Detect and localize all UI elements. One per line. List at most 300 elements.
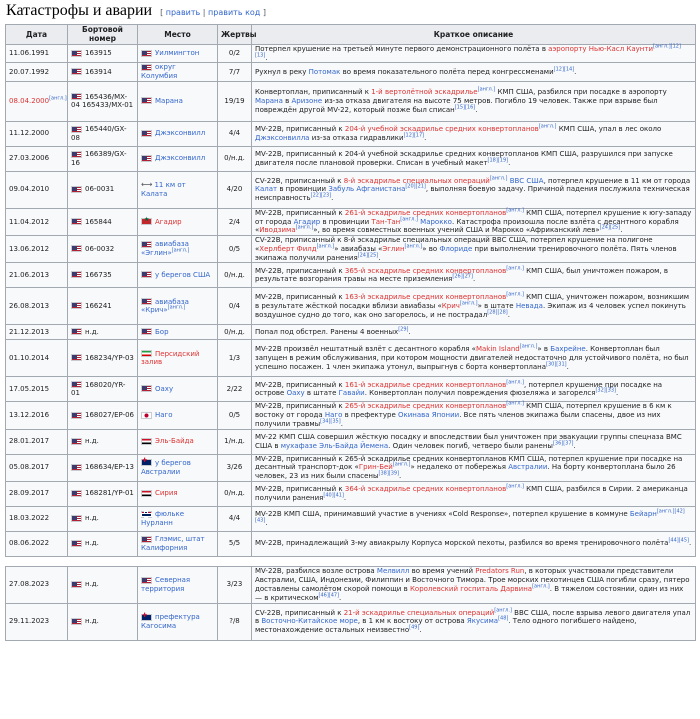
description-link[interactable]: 364-й эскадрилье средних конвертопланов <box>344 485 507 493</box>
description-text: . <box>620 226 623 235</box>
description-link[interactable]: Бейарн <box>629 510 657 518</box>
date-cell <box>6 263 68 288</box>
description-link[interactable]: 204-й учебной эскадрилье средних конвертопланов <box>344 125 539 133</box>
place-link[interactable]: Глэмис, штат Калифорния <box>141 535 205 552</box>
description-text: . <box>340 419 343 428</box>
footnote-ref[interactable]: [12][14] <box>553 66 575 73</box>
date-text: 13.12.2016 <box>9 411 50 419</box>
table-row <box>6 288 696 325</box>
description-link[interactable]: Японии <box>431 411 460 419</box>
description-text: . <box>424 133 427 142</box>
description-link[interactable]: Афганистана <box>356 185 406 194</box>
description-text: в префектуре <box>342 411 398 419</box>
date-text: 13.06.2012 <box>9 244 50 253</box>
description-link[interactable]: Калат <box>255 185 278 194</box>
footnote-ref[interactable]: [англ.] <box>506 483 524 490</box>
date-text: 09.04.2010 <box>9 185 50 194</box>
date-text: 28.09.2017 <box>9 489 50 498</box>
serial-cell <box>68 263 138 288</box>
description-text: » в штате <box>477 301 516 310</box>
description-text: , выполняя боевую задачу. Причиной падения послужила техническая неисправность <box>255 185 690 203</box>
description-text: MV-22B, принадлежащий 3-му авиакрылу Корпуса морской пехоты, разбился во время тренировочного полёта <box>255 539 669 548</box>
date-text: 08.04.2000 <box>9 96 50 105</box>
date-cell <box>6 325 68 340</box>
description-link[interactable]: 163-й эскадрилье средних конвертопланов <box>344 293 507 302</box>
date-cell <box>6 402 68 429</box>
place-link[interactable]: Марана <box>155 96 183 105</box>
description-text: Рухнул в реку <box>255 67 309 76</box>
table-row <box>6 81 696 121</box>
description-link[interactable]: Потомак <box>308 67 341 76</box>
usa-flag-icon <box>141 385 152 392</box>
victims-cell: 4/4 <box>218 121 252 146</box>
victims-cell: ?/8 <box>218 603 252 640</box>
description-link[interactable]: 265-й эскадрилье средних конвертопланов <box>344 402 507 411</box>
description-link[interactable]: Гавайи <box>338 389 365 398</box>
description-text: MV-22B, приписанный к 265-й эскадрилье средних конвертопланов КМП США, потерпел крушение при посадке на десантный транспорт-док « <box>255 454 683 472</box>
victims-cell: 0/5 <box>218 402 252 429</box>
description-text: ВВС США, после взрыва левого двигателя упал в <box>255 608 691 626</box>
description-text: . На борту конвертоплана было 26 человек, 23 из них были спасены <box>255 463 676 480</box>
description-text: . <box>475 105 478 114</box>
description-link[interactable]: Эглин <box>382 244 405 253</box>
date-footnote[interactable]: [англ.] <box>49 95 67 102</box>
place-cell <box>138 81 218 121</box>
victims-cell: 0/н.д. <box>218 146 252 171</box>
serial-text: 163914 <box>85 67 112 76</box>
description-text: . <box>566 362 569 371</box>
description-text: MV-22B, разбился возле острова <box>255 567 377 576</box>
usa-flag-icon <box>141 536 152 543</box>
description-link[interactable]: Мелвилл <box>376 567 410 576</box>
accidents-table-wrapper <box>5 24 695 641</box>
serial-cell <box>68 454 138 481</box>
description-link[interactable]: Забуль <box>328 185 355 194</box>
place-link[interactable]: Агадир <box>155 217 182 226</box>
usa-flag-icon <box>71 438 82 445</box>
place-link[interactable]: Бор <box>155 327 169 336</box>
description-link[interactable]: Predators Run <box>475 567 525 576</box>
description-link[interactable]: Флориде <box>439 244 473 253</box>
description-link[interactable]: 261-й эскадрилье средних конвертопланов <box>344 208 507 217</box>
usa-flag-icon <box>71 126 82 133</box>
table-row <box>6 236 696 263</box>
usa-flag-icon <box>71 93 82 100</box>
description-text: КМП США, потерпел крушение к югу-западу от города <box>255 208 692 226</box>
description-link[interactable]: Джэксонвилла <box>255 133 310 142</box>
footnote-ref[interactable]: [англ.] <box>538 123 557 130</box>
victims-cell: 0/2 <box>218 44 252 63</box>
footnote-ref[interactable]: [англ.] <box>532 583 550 590</box>
description-link[interactable]: Окинава <box>397 411 430 419</box>
table-body <box>6 44 696 640</box>
place-link[interactable]: у берегов США <box>155 270 211 279</box>
description-link[interactable]: 161-й эскадрилье средних конвертопланов <box>344 380 507 389</box>
description-text: MV-22B, приписанный к <box>255 293 345 302</box>
description-link[interactable]: мухафазе Эль-Байда <box>280 441 358 450</box>
serial-text: 168027/EP-06 <box>85 411 135 419</box>
victims-cell: 3/23 <box>218 566 252 603</box>
victims-cell: 7/7 <box>218 63 252 82</box>
victims-cell: 0/н.д. <box>218 325 252 340</box>
column-header-victims[interactable]: Жертвы <box>218 25 252 45</box>
footnote-ref[interactable]: [англ.] <box>506 379 524 386</box>
footnote-ref[interactable]: [англ.] <box>489 175 508 182</box>
description-link[interactable]: Аризоне <box>291 96 323 105</box>
date-cell <box>6 288 68 325</box>
place-cell <box>138 208 218 235</box>
description-link[interactable]: Йемена <box>360 441 389 450</box>
description-text: в штате <box>304 389 339 398</box>
serial-text: 06-0031 <box>85 185 115 194</box>
serial-cell <box>68 236 138 263</box>
description-text: MV-22B, приписанный к <box>255 266 345 275</box>
description-text: . <box>689 539 692 548</box>
description-text: КМП США, разбился при посадке в аэропорту <box>495 88 667 97</box>
place-link[interactable]: Наго <box>155 411 173 419</box>
place-link[interactable]: Джэксонвилл <box>155 154 206 163</box>
description-link[interactable]: Грин-Бей <box>358 463 393 472</box>
usa-flag-icon <box>71 490 82 497</box>
place-link[interactable]: авиабаза «Крич» <box>141 297 189 315</box>
place-footnote[interactable]: [англ.] <box>167 304 186 311</box>
victims-cell: 4/4 <box>218 506 252 531</box>
place-cell <box>138 44 218 63</box>
date-cell <box>6 236 68 263</box>
description-link[interactable]: Австралии <box>508 463 548 472</box>
morocco-flag-icon <box>141 218 152 225</box>
place-cell <box>138 531 218 556</box>
serial-text: н.д. <box>85 514 99 523</box>
footnote-ref[interactable]: [24][25] <box>599 224 621 231</box>
description-text: . <box>331 194 334 203</box>
usa-flag-icon <box>71 218 82 225</box>
description-link[interactable]: аэропорту Нью-Касл Каунти <box>548 44 653 53</box>
description-cell <box>252 429 696 454</box>
description-text: . <box>472 275 476 284</box>
description-cell <box>252 236 696 263</box>
footnote-ref[interactable]: [29] <box>398 326 409 333</box>
description-link[interactable]: Агадир <box>293 217 321 226</box>
usa-flag-icon <box>141 577 152 584</box>
date-cell <box>6 377 68 402</box>
description-cell <box>252 340 696 377</box>
description-text: . Катастрофа произошла после взлёта с десантного корабля « <box>255 217 679 235</box>
description-text: , потерпел крушение в 11 км от города <box>543 176 691 185</box>
table-row <box>6 377 696 402</box>
description-link[interactable]: ВВС США <box>509 176 544 185</box>
description-cell <box>252 481 696 506</box>
place-link[interactable]: Эль-Байда <box>155 437 194 446</box>
footnote-ref[interactable]: [28][28] <box>487 309 508 316</box>
edit-code-link[interactable]: править код <box>208 8 261 17</box>
date-text: 27.03.2006 <box>9 154 50 163</box>
usa-flag-icon <box>141 64 152 71</box>
description-text: КМП США, разбился в Сирии. 2 американца получили ранения <box>255 485 688 502</box>
footnote-ref[interactable]: [англ.] <box>506 265 524 272</box>
footnote-ref[interactable]: [англ.] <box>295 224 314 231</box>
serial-text: н.д. <box>85 539 99 548</box>
footnote-ref[interactable]: [англ.][42][43] <box>255 508 685 524</box>
victims-cell: 1/3 <box>218 340 252 377</box>
description-cell <box>252 531 696 556</box>
date-cell <box>6 340 68 377</box>
footnote-ref[interactable]: [англ.] <box>494 607 512 614</box>
place-link[interactable]: Персидский залив <box>141 349 200 367</box>
table-row <box>6 325 696 340</box>
table-row <box>6 121 696 146</box>
place-link[interactable]: Джэксонвилл <box>155 129 206 138</box>
description-text: MV-22B, приписанный к <box>255 380 345 389</box>
place-cell <box>138 603 218 640</box>
description-text: MV-22B, приписанный к <box>255 208 345 217</box>
date-text: 26.08.2013 <box>9 301 50 310</box>
footnote-ref[interactable]: [англ.][12][13] <box>255 43 681 59</box>
description-link[interactable]: 365-й эскадрилье средних конвертопланов <box>344 266 507 275</box>
serial-cell <box>68 325 138 340</box>
serial-text: 166241 <box>85 301 112 310</box>
description-link[interactable]: Невада <box>515 301 543 310</box>
description-link[interactable]: 21-й эскадрилье специальных операций <box>343 608 495 617</box>
usa-flag-icon <box>71 540 82 547</box>
description-link[interactable]: Марокко <box>420 217 452 226</box>
serial-cell <box>68 506 138 531</box>
place-link[interactable]: округ Колумбия <box>141 63 178 80</box>
footnote-ref[interactable]: [англ.] <box>477 86 496 93</box>
description-cell <box>252 44 696 63</box>
description-text: . <box>574 67 577 76</box>
footnote-ref[interactable]: [40][41] <box>323 492 344 499</box>
footnote-ref[interactable]: [24][25] <box>357 252 379 259</box>
footnote-ref[interactable]: [18][19] <box>487 157 509 164</box>
australia-flag-icon <box>141 614 152 621</box>
date-cell <box>6 531 68 556</box>
serial-cell <box>68 566 138 603</box>
description-link[interactable]: Восточно-Китайское море <box>261 617 358 626</box>
footnote-ref[interactable]: [англ.] <box>404 243 423 250</box>
table-gap-cell <box>6 556 696 566</box>
description-text: КМП США, был уничтожен пожаром, в результате возгорания травы на месте приземления <box>255 266 669 284</box>
victims-cell: 2/22 <box>218 377 252 402</box>
table-row <box>6 454 696 481</box>
yemen-flag-icon <box>141 438 152 445</box>
description-link[interactable]: Марана <box>255 96 283 105</box>
iran-flag-icon <box>141 350 152 357</box>
description-text: . Конвертоплан получил повреждения фюзеляжа и загорелся <box>364 389 596 398</box>
column-header-date[interactable]: Дата <box>6 25 68 45</box>
place-link[interactable]: префектура Кагосима <box>141 613 200 630</box>
serial-text: н.д. <box>85 617 99 626</box>
description-text: CV-22B, приписанный к <box>255 608 344 617</box>
serial-cell <box>68 208 138 235</box>
place-cell <box>138 121 218 146</box>
serial-cell <box>68 81 138 121</box>
description-text: . Тело одного погибшего найдено, местонахождение остальных неизвестно <box>255 617 637 635</box>
usa-flag-icon <box>141 97 152 104</box>
place-footnote[interactable]: [англ.] <box>171 247 190 254</box>
description-text: КМП США, потерпел крушение в 6 км к востоку от города <box>255 402 672 419</box>
description-cell <box>252 63 696 82</box>
usa-flag-icon <box>71 328 82 335</box>
description-text: MV-22 КМП США совершил жёсткую посадку и впоследствии был уничтожен при эвакуации группы спецназа ВМС США в <box>255 432 682 450</box>
description-cell <box>252 171 696 208</box>
description-text: . <box>339 593 342 602</box>
serial-text: 168020/YR-01 <box>71 380 126 398</box>
table-row <box>6 603 696 640</box>
description-text: », во время совместных военных учений США и Марокко «Африканский лев» <box>313 226 600 235</box>
description-text: » во <box>422 244 440 253</box>
date-cell <box>6 603 68 640</box>
table-row <box>6 146 696 171</box>
place-link[interactable]: Северная территория <box>141 576 191 593</box>
description-cell <box>252 506 696 531</box>
column-header-description[interactable]: Краткое описание <box>252 25 696 45</box>
usa-flag-icon <box>141 50 152 57</box>
place-cell <box>138 325 218 340</box>
description-link[interactable]: Якусима <box>466 617 499 626</box>
footnote-ref[interactable]: [30][31] <box>546 361 567 368</box>
place-link[interactable]: авиабаза «Эглин» <box>141 240 189 258</box>
usa-flag-icon <box>71 618 82 625</box>
australia-flag-icon <box>141 459 152 466</box>
description-text: Конвертоплан, приписанный к <box>255 88 372 97</box>
description-link[interactable]: Крич <box>441 301 460 310</box>
footnote-ref[interactable]: [48] <box>498 616 509 623</box>
serial-cell <box>68 340 138 377</box>
serial-cell <box>68 377 138 402</box>
edit-link[interactable]: править <box>165 8 201 17</box>
description-link[interactable]: Херлберт Филд <box>259 244 317 253</box>
footnote-ref[interactable]: [15][16] <box>454 104 476 111</box>
description-text: , в 1 км к востоку от острова <box>357 617 467 626</box>
place-cell <box>138 506 218 531</box>
place-link[interactable]: Уилмингтон <box>155 49 200 58</box>
usa-flag-icon <box>141 328 152 335</box>
usa-flag-icon <box>71 245 82 252</box>
footnote-ref[interactable]: [англ.] <box>506 207 524 214</box>
date-text: 11.06.1991 <box>9 49 50 58</box>
footnote-ref[interactable]: [34][35] <box>320 418 341 425</box>
victims-cell: 1/н.д. <box>218 429 252 454</box>
description-link[interactable]: 1-й вертолётной эскадрилье <box>371 88 478 97</box>
place-cell <box>138 481 218 506</box>
footnote-ref[interactable]: [46][47] <box>318 592 340 599</box>
footnote-ref[interactable]: [36][37] <box>552 440 574 447</box>
date-text: 08.06.2022 <box>9 539 50 548</box>
description-text: » авиабазы « <box>334 244 383 253</box>
description-link[interactable]: Наго <box>324 411 343 419</box>
place-cell <box>138 263 218 288</box>
date-text: 20.07.1992 <box>9 67 50 76</box>
description-cell <box>252 208 696 235</box>
usa-flag-icon <box>71 515 82 522</box>
place-link[interactable]: 11 км от Калата <box>141 181 186 199</box>
table-row <box>6 506 696 531</box>
victims-cell: 3/26 <box>218 454 252 481</box>
description-text: . <box>508 158 511 167</box>
footnote-ref[interactable]: [англ.] <box>400 216 418 223</box>
footnote-ref[interactable]: [англ.] <box>459 300 478 307</box>
description-link[interactable]: Бахрейне <box>550 345 586 354</box>
description-text: CV-22B, приписанный к 8-й эскадрилье специальных операций ВВС США, потерпел крушение на полигоне « <box>255 236 653 253</box>
place-cell <box>138 146 218 171</box>
serial-text: н.д. <box>85 580 99 589</box>
column-header-serial[interactable]: Бортовой номер <box>68 25 138 45</box>
description-link[interactable]: Иводзима <box>259 226 296 235</box>
date-cell <box>6 146 68 171</box>
footnote-ref[interactable]: [12][17] <box>403 132 425 139</box>
usa-flag-icon <box>71 464 82 471</box>
description-link[interactable]: 8-й эскадрилье специальных операций <box>343 176 490 185</box>
table-row <box>6 263 696 288</box>
column-header-place[interactable]: Место <box>138 25 218 45</box>
description-text: из-за отказа гидравлики <box>309 133 404 142</box>
date-text: 11.04.2012 <box>9 217 50 226</box>
place-link[interactable]: Оаху <box>155 384 174 393</box>
description-cell <box>252 288 696 325</box>
serial-cell <box>68 603 138 640</box>
serial-text: 165844 <box>85 217 112 226</box>
table-row <box>6 340 696 377</box>
footnote-ref[interactable]: [20][21] <box>405 184 426 191</box>
footnote-ref[interactable]: [англ.] <box>316 243 335 250</box>
place-link[interactable]: фюльке Нурланн <box>141 510 185 527</box>
footnote-ref[interactable]: [49] <box>409 624 420 631</box>
place-link[interactable]: Сирия <box>155 489 178 498</box>
description-cell <box>252 566 696 603</box>
date-cell <box>6 121 68 146</box>
description-cell <box>252 603 696 640</box>
description-link[interactable]: Оаху <box>286 389 305 398</box>
description-text: . <box>573 441 576 450</box>
date-cell <box>6 566 68 603</box>
description-link[interactable]: Тан-Тан <box>371 217 401 226</box>
footnote-ref[interactable]: [22][23] <box>310 192 332 199</box>
footnote-ref[interactable]: [англ.] <box>506 291 524 298</box>
serial-cell <box>68 171 138 208</box>
serial-cell <box>68 531 138 556</box>
japan-flag-icon <box>141 412 152 419</box>
description-cell <box>252 263 696 288</box>
description-cell <box>252 454 696 481</box>
description-link[interactable]: Королевский госпиталь Дарвина <box>409 584 533 593</box>
description-text: из-за отказа двигателя на высоте 75 метров. Погибло 19 человек. Также при взрыве был повреждён другой MV-22, который позже был списан <box>255 96 658 114</box>
victims-cell: 4/20 <box>218 171 252 208</box>
footnote-ref[interactable]: [44][45] <box>668 538 689 545</box>
footnote-ref[interactable]: [англ.] <box>392 461 411 468</box>
description-text: . <box>265 518 268 527</box>
description-text: CV-22B, приписанный к <box>255 176 344 185</box>
place-cell <box>138 63 218 82</box>
serial-text: 165440/GX-08 <box>71 125 127 142</box>
table-row <box>6 402 696 429</box>
description-link[interactable]: Makin Island <box>475 345 520 354</box>
usa-flag-icon <box>141 271 152 278</box>
description-cell <box>252 146 696 171</box>
place-link[interactable]: у берегов Австралии <box>141 458 191 476</box>
footnote-ref[interactable]: [англ.] <box>506 400 524 407</box>
footnote-ref[interactable]: [32][33] <box>595 387 616 394</box>
date-cell <box>6 454 68 481</box>
footnote-ref[interactable]: [26][27] <box>452 273 473 280</box>
footnote-ref[interactable]: [англ.] <box>519 343 538 350</box>
date-cell <box>6 481 68 506</box>
serial-cell <box>68 44 138 63</box>
description-text: в <box>282 96 292 105</box>
description-text: . <box>265 53 268 62</box>
date-text: 28.01.2017 <box>9 437 50 446</box>
footnote-ref[interactable]: [38][39] <box>378 470 400 477</box>
